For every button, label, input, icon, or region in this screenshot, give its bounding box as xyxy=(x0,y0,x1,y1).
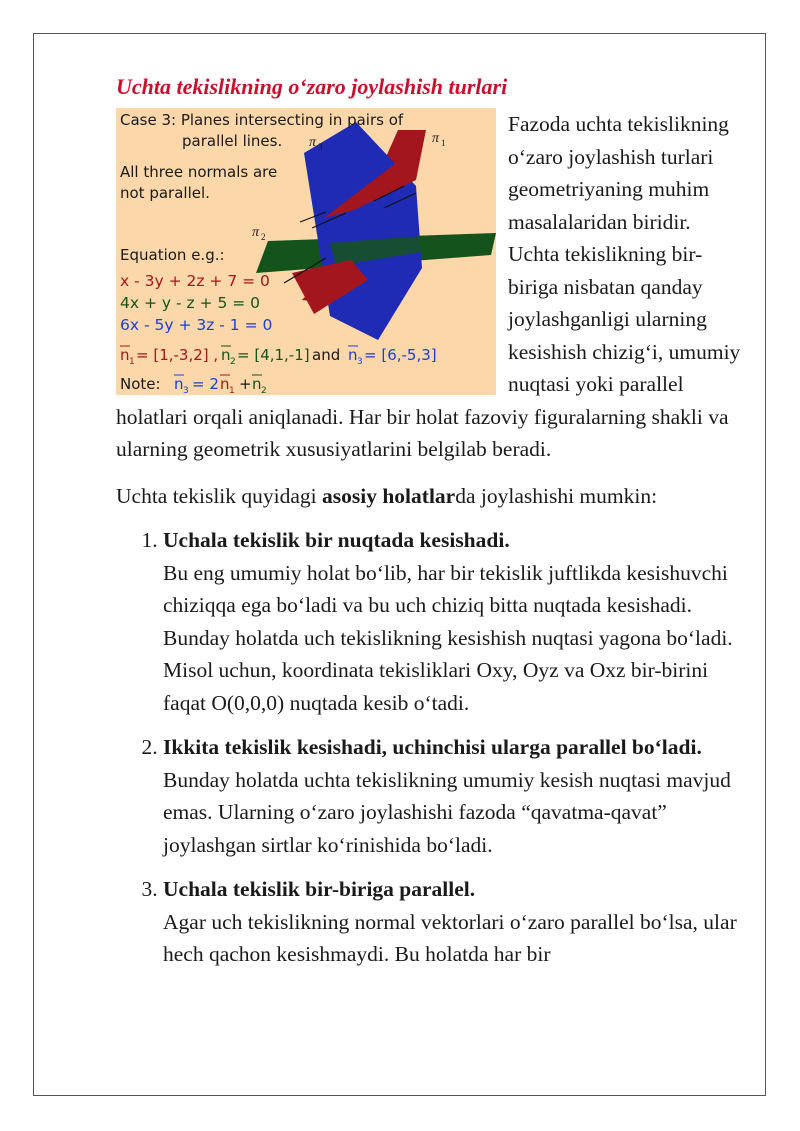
figure-normals-n2: = [4,1,-1] xyxy=(237,346,310,364)
figure-normals-and: and xyxy=(312,346,341,364)
figure-note-n1-sub: 1 xyxy=(229,386,235,395)
figure-case-line2: parallel lines. xyxy=(182,132,283,150)
document-content xyxy=(116,72,742,983)
figure-n1-sub: 1 xyxy=(129,357,135,367)
figure-pi2-label: π xyxy=(252,225,260,240)
figure-eq1: x - 3y + 2z + 7 = 0 xyxy=(120,272,270,290)
figure-n2-letter: n xyxy=(221,346,231,364)
list-item xyxy=(163,873,742,971)
figure-equation-label: Equation e.g.: xyxy=(120,246,225,264)
figure-note-eq: = 2 xyxy=(192,375,219,393)
list-item-title: 3. Uchala tekislik bir-biriga parallel. xyxy=(163,877,476,901)
document-title: Uchta tekislikning o‘zaro joylashish turlari xyxy=(116,74,508,99)
figure-note-plus: + xyxy=(239,375,252,393)
figure-note-n1: n xyxy=(220,375,230,393)
figure-pi3-sub: 3 xyxy=(318,142,323,152)
figure-eq2: 4x + y - z + 5 = 0 xyxy=(120,294,261,312)
planes-figure xyxy=(116,108,496,395)
list-item-body: Agar uch tekislikning normal vektorlari o‘zaro parallel bo‘lsa, ular hech qachon kesishmaydi. Bu holatda har bir xyxy=(163,909,737,966)
figure-n3-letter: n xyxy=(348,346,358,364)
figure-normals-n1: = [1,-3,2] , xyxy=(136,346,219,364)
figure-eq3: 6x - 5y + 3z - 1 = 0 xyxy=(120,316,273,334)
figure-normals-n3: = [6,-5,3] xyxy=(364,346,437,364)
figure-note-n3: n xyxy=(174,375,184,393)
intro-paragraph: Fazoda uchta tekislikning o‘zaro joylashish turlari geometriyaning muhim masalalaridan biridir. Uchta tekislikning bir-biriga nisbatan qanday joylashganligi ularning kesishish chizig‘i, umumiy nuqtasi yoki parallel holatlari orqali aniqlanadi. Har bir holat fazoviy figuralarning shakli va ularning geometrik xususiyatlarini belgilab beradi. xyxy=(116,112,741,461)
list-item-title: 2. Ikkita tekislik kesishadi, uchinchisi ularga parallel bo‘ladi. xyxy=(163,735,702,759)
figure-note-n2-sub: 2 xyxy=(261,386,267,395)
figure-note-n2: n xyxy=(252,375,262,393)
figure-n3-sub: 3 xyxy=(357,357,363,367)
figure-normals-line2: not parallel. xyxy=(120,184,210,202)
planes-illustration xyxy=(116,108,496,395)
lead-bold: asosiy holatlar xyxy=(322,483,456,508)
figure-n1-letter: n xyxy=(120,346,130,364)
figure-note-n3-sub: 3 xyxy=(183,386,189,395)
figure-pi3-label: π xyxy=(309,135,317,150)
list-item xyxy=(163,731,742,861)
figure-case-line1: Case 3: Planes intersecting in pairs of xyxy=(120,111,404,129)
lead-paragraph xyxy=(116,480,742,513)
cases-list xyxy=(116,524,742,971)
list-item-body: Bunday holatda uchta tekislikning umumiy kesish nuqtasi mavjud emas. Ularning o‘zaro joylashishi fazoda “qavatma-qavat” joylashgan sirtlar ko‘rinishida bo‘ladi. xyxy=(163,767,731,857)
list-item xyxy=(163,524,742,719)
figure-pi1-label: π xyxy=(432,131,440,146)
lead-before: Uchta tekislik quyidagi xyxy=(116,483,323,508)
figure-pi1-sub: 1 xyxy=(441,138,446,148)
figure-pi2-sub: 2 xyxy=(261,232,266,242)
list-item-body: Bu eng umumiy holat bo‘lib, har bir tekislik juftlikda kesishuvchi chiziqqa ega bo‘ladi va bu uch chiziq bitta nuqtada kesishadi. Bunday holatda uch tekislikning kesishish nuqtasi yagona bo‘ladi. Misol uchun, koordinata tekisliklari Oxy, Oyz va Oxz bir-birini faqat O(0,0,0) nuqtada kesib o‘tadi. xyxy=(163,560,733,715)
list-item-title: 1. Uchala tekislik bir nuqtada kesishadi. xyxy=(163,528,510,552)
figure-n2-sub: 2 xyxy=(230,357,236,367)
figure-note-label: Note: xyxy=(120,375,161,393)
figure-normals-line1: All three normals are xyxy=(120,163,278,181)
lead-after: da joylashishi mumkin: xyxy=(455,483,658,508)
